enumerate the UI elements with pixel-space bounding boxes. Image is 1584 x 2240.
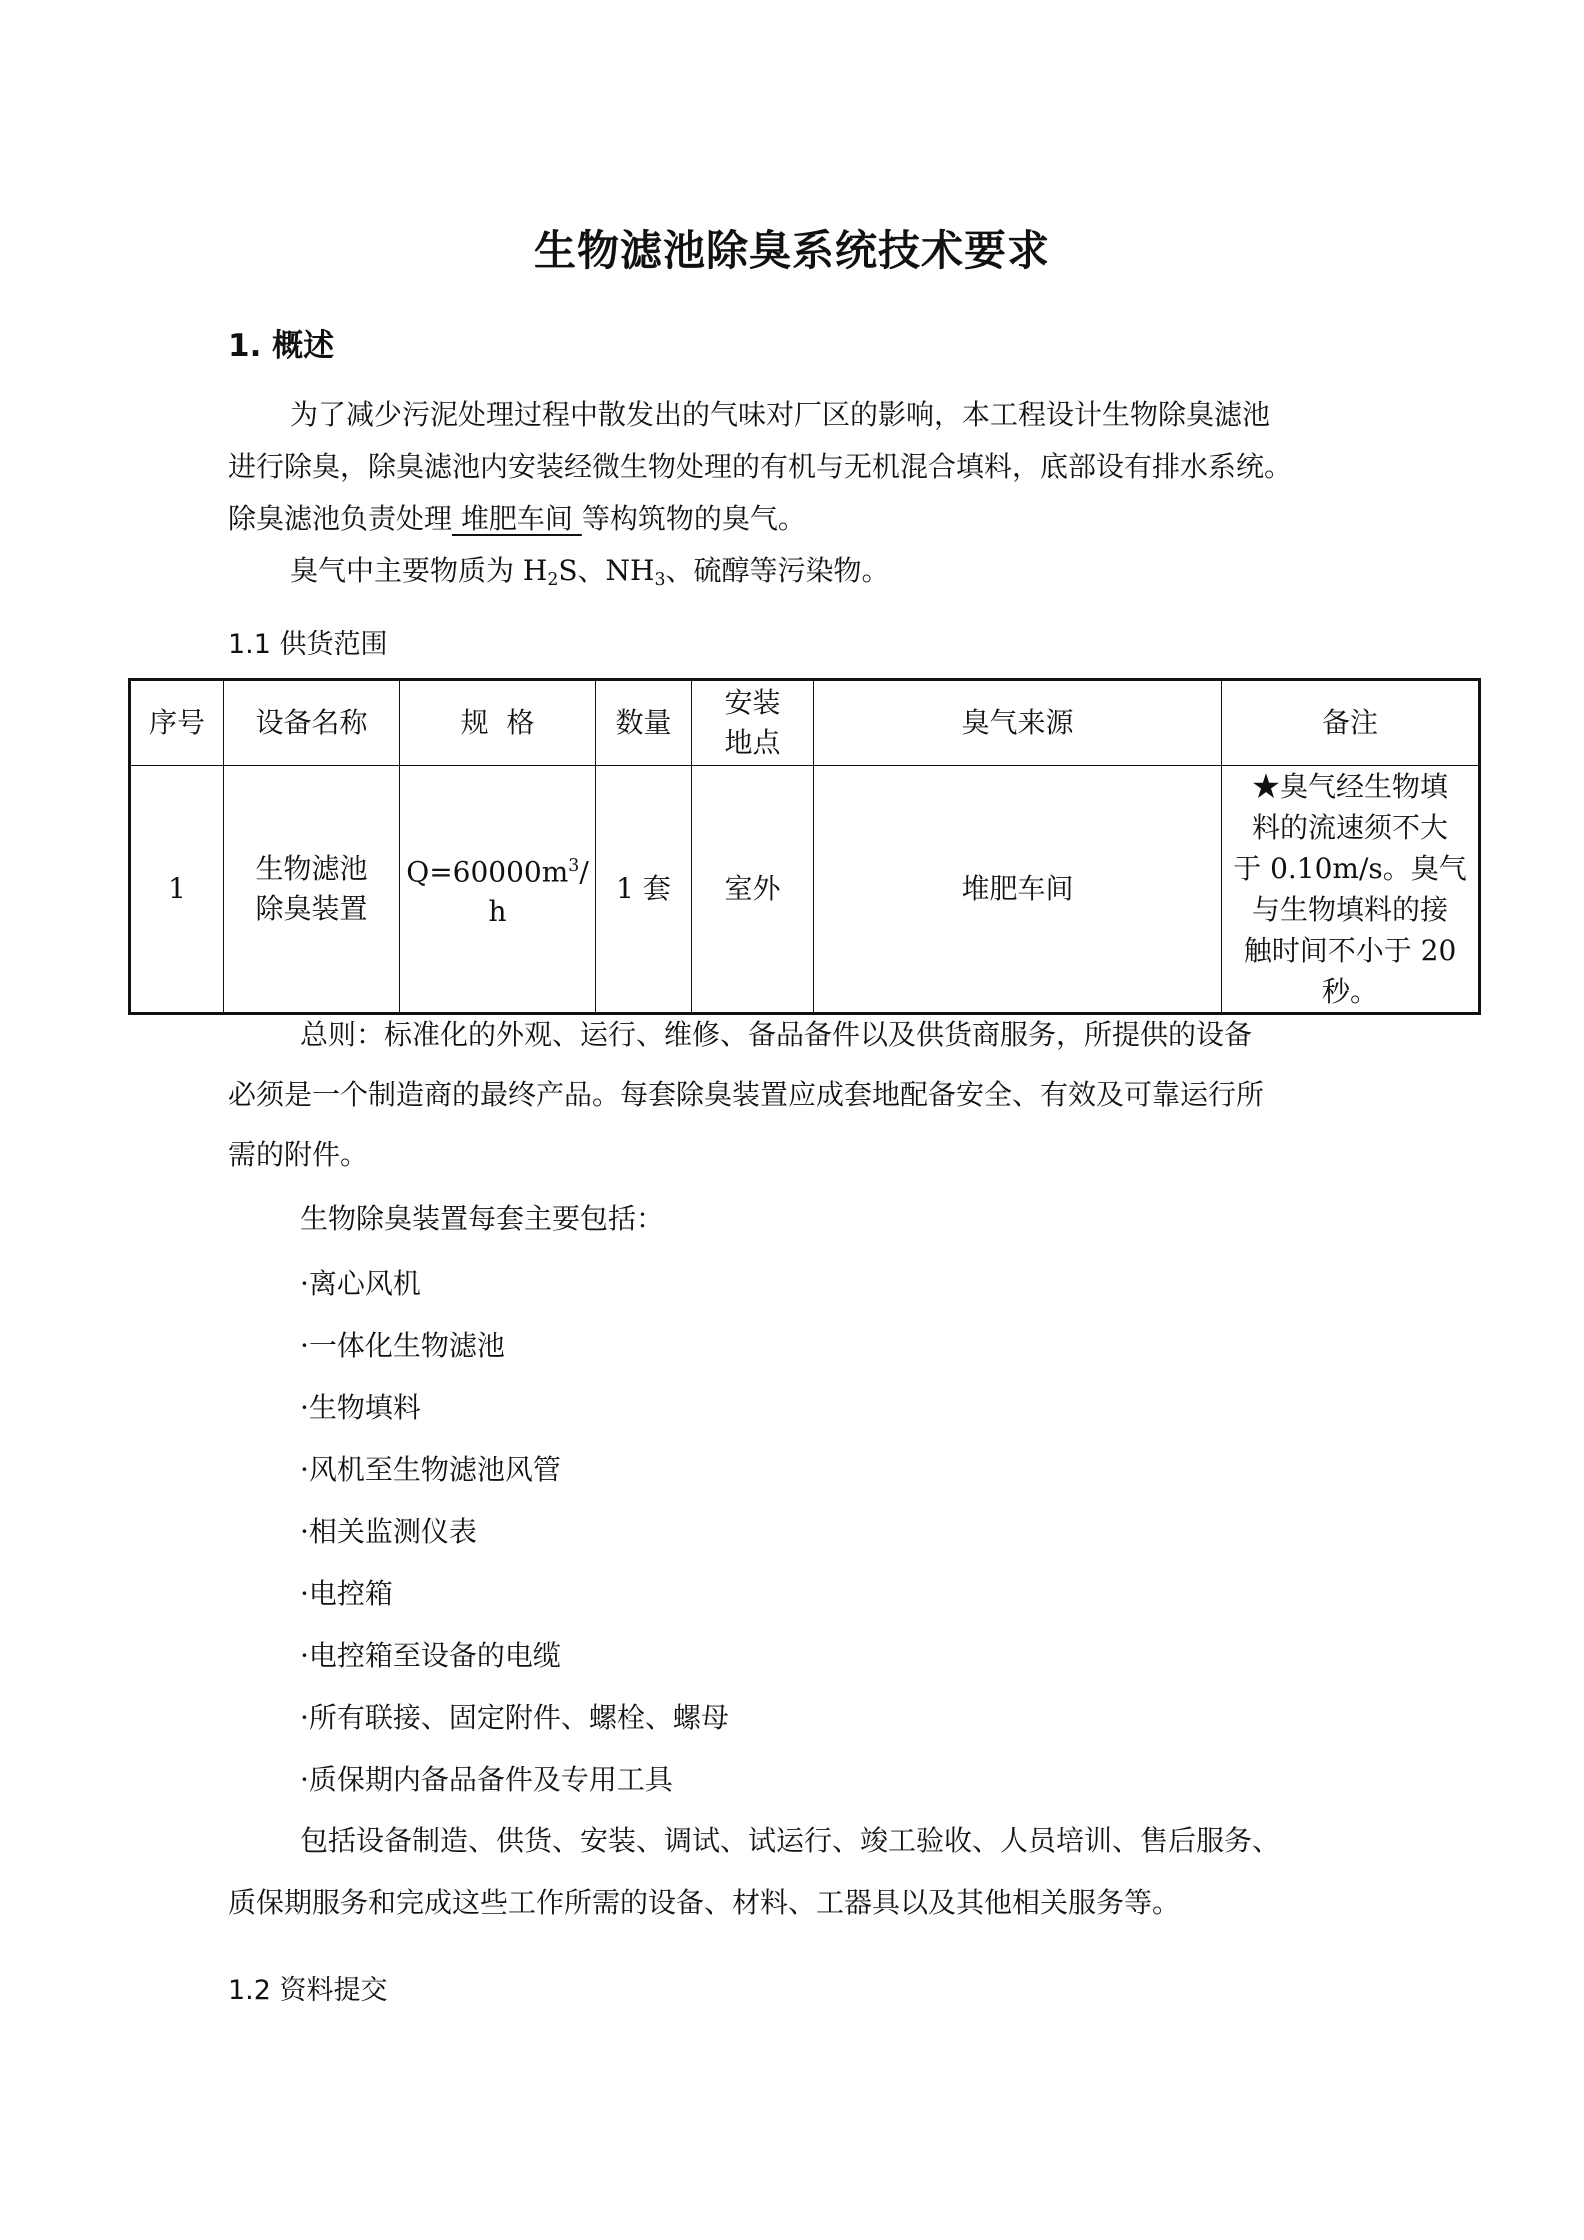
cell-spec-line-2: h bbox=[488, 895, 507, 929]
list-item: ·生物填料 bbox=[300, 1391, 421, 1424]
spec-flow-value: Q=60000m bbox=[406, 855, 569, 889]
list-item: ·一体化生物滤池 bbox=[300, 1329, 505, 1362]
header-install-location-line-2: 地点 bbox=[724, 726, 781, 759]
scope-line-2: 质保期服务和完成这些工作所需的设备、材料、工器具以及其他相关服务等。 bbox=[228, 1886, 1181, 1919]
remarks-line: 料的流速须不大 bbox=[1251, 811, 1448, 844]
odor-source-fill-in: 堆肥车间 bbox=[452, 502, 582, 535]
header-install-location bbox=[692, 680, 814, 766]
cell-name-line-2: 除臭装置 bbox=[255, 892, 368, 925]
cell-no: 1 bbox=[130, 766, 224, 1014]
section-heading-documents: 1.2 资料提交 bbox=[228, 1975, 388, 2006]
nh3-subscript: 3 bbox=[654, 570, 666, 591]
header-specification: 规 格 bbox=[400, 680, 596, 766]
list-item: ·所有联接、固定附件、螺栓、螺母 bbox=[300, 1701, 729, 1734]
list-item: ·电控箱 bbox=[300, 1577, 393, 1610]
header-quantity: 数量 bbox=[596, 680, 692, 766]
cell-remarks bbox=[1222, 766, 1480, 1014]
header-equipment-name: 设备名称 bbox=[224, 680, 400, 766]
list-item: ·电控箱至设备的电缆 bbox=[300, 1639, 561, 1672]
list-item: ·风机至生物滤池风管 bbox=[300, 1453, 561, 1486]
cell-specification bbox=[400, 766, 596, 1014]
page-title: 生物滤池除臭系统技术要求 bbox=[533, 226, 1050, 275]
h2s-subscript: 2 bbox=[547, 570, 559, 591]
overview-paragraph-line-3 bbox=[228, 496, 806, 542]
header-install-location-line-1: 安装 bbox=[724, 686, 781, 719]
odor-text-part-2: S、NH bbox=[558, 554, 655, 587]
overview-paragraph-line-1: 为了减少污泥处理过程中散发出的气味对厂区的影响，本工程设计生物除臭滤池 bbox=[290, 398, 1271, 431]
odor-text-part-3: 、硫醇等污染物。 bbox=[665, 554, 890, 587]
general-rule-line-2: 必须是一个制造商的最终产品。每套除臭装置应成套地配备安全、有效及可靠运行所 bbox=[228, 1078, 1265, 1111]
includes-intro: 生物除臭装置每套主要包括： bbox=[300, 1202, 665, 1235]
overview-paragraph-line-2: 进行除臭，除臭滤池内安装经微生物处理的有机与无机混合填料，底部设有排水系统。 bbox=[228, 450, 1293, 483]
supply-scope-table bbox=[128, 678, 1481, 1015]
general-rule-line-1: 总则：标准化的外观、运行、维修、备品备件以及供货商服务，所提供的设备 bbox=[300, 1018, 1253, 1051]
remarks-line: 触时间不小于 20 bbox=[1243, 934, 1457, 967]
cell-equipment-name bbox=[224, 766, 400, 1014]
section-heading-supply-scope: 1.1 供货范围 bbox=[228, 629, 388, 660]
spec-superscript: 3 bbox=[568, 855, 580, 876]
table-header-row bbox=[130, 680, 1480, 766]
cell-spec-line-1 bbox=[404, 846, 591, 892]
cell-name-line-1: 生物滤池 bbox=[255, 852, 368, 885]
cell-install-location: 室外 bbox=[692, 766, 814, 1014]
spec-slash: / bbox=[579, 855, 589, 889]
overview-line-3-suffix: 等构筑物的臭气。 bbox=[581, 502, 806, 535]
remarks-line: 秒。 bbox=[1321, 975, 1378, 1008]
table-row bbox=[130, 766, 1480, 1014]
overview-line-3-prefix: 除臭滤池负责处理 bbox=[228, 502, 453, 535]
list-item: ·离心风机 bbox=[300, 1267, 421, 1300]
cell-odor-source: 堆肥车间 bbox=[814, 766, 1222, 1014]
cell-quantity: 1 套 bbox=[596, 766, 692, 1014]
header-no: 序号 bbox=[130, 680, 224, 766]
odor-substances-paragraph bbox=[290, 548, 890, 603]
list-item: ·相关监测仪表 bbox=[300, 1515, 477, 1548]
odor-text-part-1: 臭气中主要物质为 H bbox=[290, 554, 548, 587]
list-item: ·质保期内备品备件及专用工具 bbox=[300, 1763, 673, 1796]
section-heading-overview: 1. 概述 bbox=[228, 328, 335, 364]
header-remarks: 备注 bbox=[1222, 680, 1480, 766]
remarks-line: ★臭气经生物填 bbox=[1251, 770, 1448, 803]
scope-line-1: 包括设备制造、供货、安装、调试、试运行、竣工验收、人员培训、售后服务、 bbox=[300, 1824, 1281, 1857]
header-odor-source: 臭气来源 bbox=[814, 680, 1222, 766]
remarks-line: 与生物填料的接 bbox=[1251, 893, 1448, 926]
remarks-line: 于 0.10m/s。臭气 bbox=[1233, 852, 1467, 885]
general-rule-line-3: 需的附件。 bbox=[228, 1138, 369, 1171]
